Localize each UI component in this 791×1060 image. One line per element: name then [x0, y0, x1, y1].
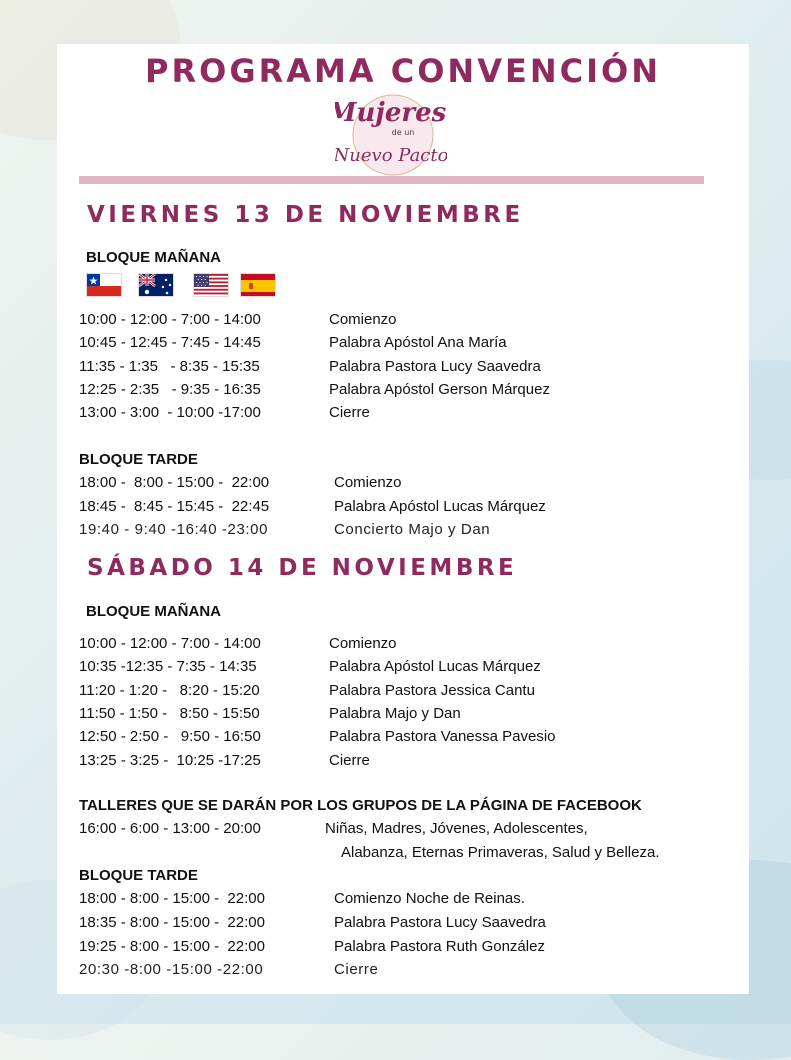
schedule-description: Comienzo — [329, 311, 397, 328]
schedule-description: Palabra Pastora Ruth González — [334, 937, 545, 955]
schedule-description: Comienzo — [329, 635, 397, 652]
svg-text:Mujeres: Mujeres — [335, 98, 447, 128]
workshops-label: TALLERES QUE SE DARÁN POR LOS GRUPOS DE LA PÁGINA DE FACEBOOK — [79, 797, 642, 814]
schedule-time: 10:45 - 12:45 - 7:45 - 14:45 — [79, 334, 261, 352]
chile-flag-icon — [86, 273, 122, 297]
workshops-groups-line1: Niñas, Madres, Jóvenes, Adolescentes, — [325, 820, 588, 837]
friday-afternoon-label: BLOQUE TARDE — [79, 451, 198, 468]
schedule-description: Concierto Majo y Dan — [334, 521, 491, 538]
schedule-time: 11:35 - 1:35 - 8:35 - 15:35 — [79, 357, 260, 375]
schedule-time: 20:30 -8:00 -15:00 -22:00 — [79, 961, 264, 979]
schedule-time: 12:50 - 2:50 - 9:50 - 16:50 — [79, 728, 261, 746]
schedule-description: Palabra Apóstol Gerson Márquez — [329, 380, 550, 398]
schedule-description: Palabra Apóstol Ana María — [329, 334, 507, 352]
schedule-description: Palabra Apóstol Lucas Márquez — [334, 497, 546, 515]
page-title: PROGRAMA CONVENCIÓN — [145, 52, 661, 90]
workshops-time: 16:00 - 6:00 - 13:00 - 20:00 — [79, 820, 261, 837]
svg-text:Nuevo Pacto: Nuevo Pacto — [335, 145, 447, 166]
schedule-description: Palabra Pastora Lucy Saavedra — [334, 913, 546, 931]
svg-text:de un: de un — [391, 128, 415, 137]
schedule-time: 18:45 - 8:45 - 15:45 - 22:45 — [79, 497, 270, 515]
saturday-heading: SÁBADO 14 DE NOVIEMBRE — [87, 555, 518, 581]
saturday-afternoon-label: BLOQUE TARDE — [79, 867, 198, 884]
schedule-description: Cierre — [329, 751, 370, 769]
australia-flag-icon — [138, 273, 174, 297]
schedule-time: 12:25 - 2:35 - 9:35 - 16:35 — [79, 380, 261, 398]
usa-flag-icon — [193, 273, 229, 297]
schedule-description: Comienzo Noche de Reinas. — [334, 890, 525, 907]
saturday-morning-label: BLOQUE MAÑANA — [86, 603, 221, 620]
friday-heading: VIERNES 13 DE NOVIEMBRE — [87, 202, 524, 228]
workshops-row — [79, 820, 588, 842]
mujeres-nuevo-pacto-logo — [335, 89, 447, 181]
schedule-time: 13:25 - 3:25 - 10:25 -17:25 — [79, 751, 261, 769]
schedule-time: 10:00 - 12:00 - 7:00 - 14:00 — [79, 311, 261, 328]
schedule-time: 13:00 - 3:00 - 10:00 -17:00 — [79, 404, 261, 422]
friday-morning-label: BLOQUE MAÑANA — [86, 249, 221, 266]
title-divider — [79, 176, 704, 184]
workshops-groups-line2: Alabanza, Eternas Primaveras, Salud y Belleza. — [341, 844, 660, 861]
schedule-time: 10:35 -12:35 - 7:35 - 14:35 — [79, 658, 257, 676]
program-card — [57, 44, 749, 994]
schedule-time: 19:25 - 8:00 - 15:00 - 22:00 — [79, 937, 265, 955]
schedule-description: Cierre — [329, 404, 370, 422]
schedule-description: Palabra Pastora Lucy Saavedra — [329, 357, 541, 375]
schedule-description: Palabra Pastora Vanessa Pavesio — [329, 728, 556, 746]
schedule-description: Comienzo — [334, 474, 402, 491]
schedule-time: 18:00 - 8:00 - 15:00 - 22:00 — [79, 890, 265, 907]
schedule-time: 18:00 - 8:00 - 15:00 - 22:00 — [79, 474, 270, 491]
schedule-description: Palabra Apóstol Lucas Márquez — [329, 658, 541, 676]
spain-flag-icon — [240, 273, 276, 297]
workshops-row-continued — [79, 844, 660, 866]
schedule-time: 18:35 - 8:00 - 15:00 - 22:00 — [79, 913, 265, 931]
schedule-description: Palabra Majo y Dan — [329, 704, 461, 722]
schedule-time: 19:40 - 9:40 -16:40 -23:00 — [79, 521, 269, 538]
schedule-time: 11:50 - 1:50 - 8:50 - 15:50 — [79, 704, 260, 722]
schedule-description: Palabra Pastora Jessica Cantu — [329, 681, 535, 699]
schedule-time: 10:00 - 12:00 - 7:00 - 14:00 — [79, 635, 261, 652]
schedule-time: 11:20 - 1:20 - 8:20 - 15:20 — [79, 681, 260, 699]
schedule-description: Cierre — [334, 961, 379, 979]
